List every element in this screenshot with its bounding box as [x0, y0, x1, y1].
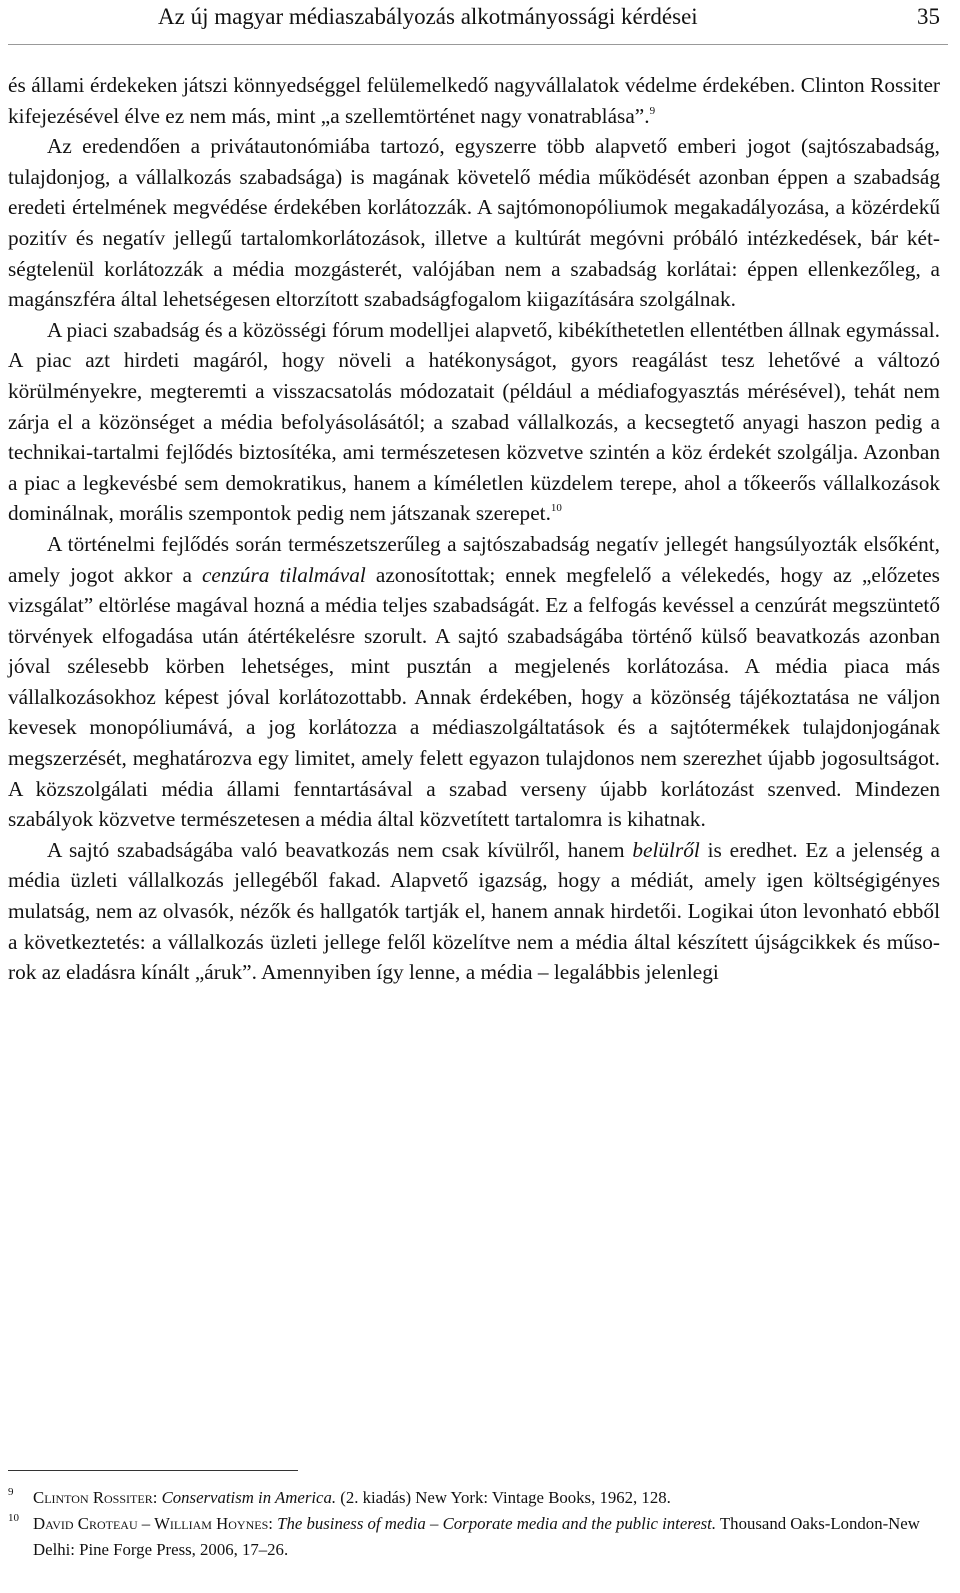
author-name: David Croteau – William Hoynes: — [33, 1514, 273, 1533]
text-segment: Thousand Oaks-London-New Delhi: Pine Forge Press, 2006, 17–26. — [33, 1514, 920, 1559]
text-segment: (2. kiadás) New York: Vintage Books, 1962, 128. — [336, 1488, 671, 1507]
author-name: Clinton Rossiter: — [33, 1488, 158, 1507]
paragraph — [8, 131, 940, 315]
emphasized-text: Conservatism in America. — [161, 1488, 337, 1507]
paragraph — [8, 529, 940, 835]
text-segment: A sajtó szabadságába való beavatkozás nem csak kívülről, hanem — [47, 837, 633, 862]
footnote-reference: 9 — [649, 104, 656, 117]
footnote-reference: 10 — [550, 502, 562, 515]
running-header — [158, 2, 940, 32]
footnote — [8, 1485, 948, 1511]
emphasized-text: The business of media – Corporate media and the public interest. — [277, 1514, 717, 1533]
paragraph — [8, 835, 940, 988]
header-divider — [8, 44, 948, 45]
text-segment: is eredhet. Ez a jelenség a média üzleti vállalkozás jellegéből fakad. Alapvető igazság, hogy a médiát, amely igen költségigényes mulatság, nem az olvasók, nézők és hallgatók tartják el, hanem annak hirdetői. Logikai úton levonható ebből a következtetés: a vállalkozás üzleti jellege felől közelítve nem a média által készített újságcikkek és műsorok az eladásra kínált „áruk”. Amennyiben így lenne, a média – legalábbis jelenlegi — [8, 837, 941, 985]
footnote-number: 9 — [8, 1486, 14, 1498]
footnote — [8, 1511, 948, 1563]
running-header-title: Az új magyar médiaszabályozás alkotmányossági kérdései — [158, 4, 698, 29]
emphasized-text: cenzúra tilalmával — [201, 562, 366, 587]
footnote-number: 10 — [8, 1512, 19, 1524]
text-segment: és állami érdekeken játszi könnyedséggel felülemelkedő nagyvállalatok védelme érdekében. Clinton Rossiter kifejezésével élve ez nem más, mint „a szellemtörténet nagy vonatrablása”. — [8, 73, 940, 128]
emphasized-text: belülről — [632, 837, 700, 862]
page-number: 35 — [917, 4, 940, 29]
text-segment: azonosítottak; ennek megfelelő a vélekedés, hogy az „előzetes vizsgálat” eltörlése magával hozná a média teljes szabadságát. Ez a felfogás kevéssel a cenzúrát megszüntető törvények elfogadása után átértékelésre szorult. A sajtó szabadságába történő külső beavatkozás azonban jóval szélesebb körben lehetséges, mint pusztán a megjelenés korlátozása. A média piaca más vállalkozásokhoz képest jóval korlátozottabb. Annak érdekében, hogy a közönség tájékoztatása ne váljon kevesek monopóliumává, a jog korlátozza a médiaszolgáltatások és a sajtótermékek tulajdonjogának megszerzését, meghatározva egy limitet, amely felett egyazon tulajdonos nem szerezhet újabb jogosultságot. A közszolgálati média állami fenntartásával a szabad verseny újabb korlátozást szenved. Mindezen szabályok közvetve természetesen a média által közvetített tartalomra is kihatnak. — [8, 562, 940, 832]
body-text — [8, 70, 940, 988]
text-segment: A piaci szabadság és a közösségi fórum modelljei alapvető, kibékíthetetlen ellentétben állnak egymással. A piac azt hirdeti magáról, hogy növeli a hatékonyságot, gyors reagálást tesz lehetővé a változó körülményekre, megteremti a visszacsatolás módozatait (például a médiafogyasztás mérésével), tehát nem zárja el a közönséget a média befolyásolásától; a szabad vállalkozás, a kecsegtető anyagi haszon pedig a technikai-tartalmi fejlődés biztosítéka, ami természetesen közvetve szintén a köz érdekét szolgálja. Azonban a piac a legkevésbé sem demokratikus, hanem a kíméletlen küzdelem terepe, ahol a tőkeerős vállalkozások dominálnak, morális szempontok pedig nem játszanak szerepet. — [8, 317, 940, 526]
footnotes — [8, 1485, 948, 1563]
text-segment: Az eredendően a privátautonómiába tartozó, egyszerre több alapvető emberi jogot (sajtószabadság, tulajdonjog, a vállalkozás szabadsága) is magának követelő média működését azonban éppen a szabadság eredeti értelmének megvédése érdekében korlátozzák. A sajtómonopóliumok megakadályozása, a közérdekű pozitív és negatív jellegű tartalomkorlátozások, illetve a kultúrát megóvni próbáló intézkedések, bár kétségtelenül korlátozzák a média mozgásterét, valójában nem a szabadság korlátai: éppen ellenkezőleg, a magánszféra által lehetségesen eltorzított szabadságfogalom kiigazítására szolgálnak. — [8, 134, 940, 312]
text-segment: A történelmi fejlődés során természetszerűleg a sajtószabadság negatív jellegét hangsúlyozták elsőként, amely jogot akkor a — [8, 531, 940, 587]
paragraph — [8, 70, 940, 131]
footnote-divider — [8, 1470, 298, 1471]
paragraph — [8, 315, 940, 529]
